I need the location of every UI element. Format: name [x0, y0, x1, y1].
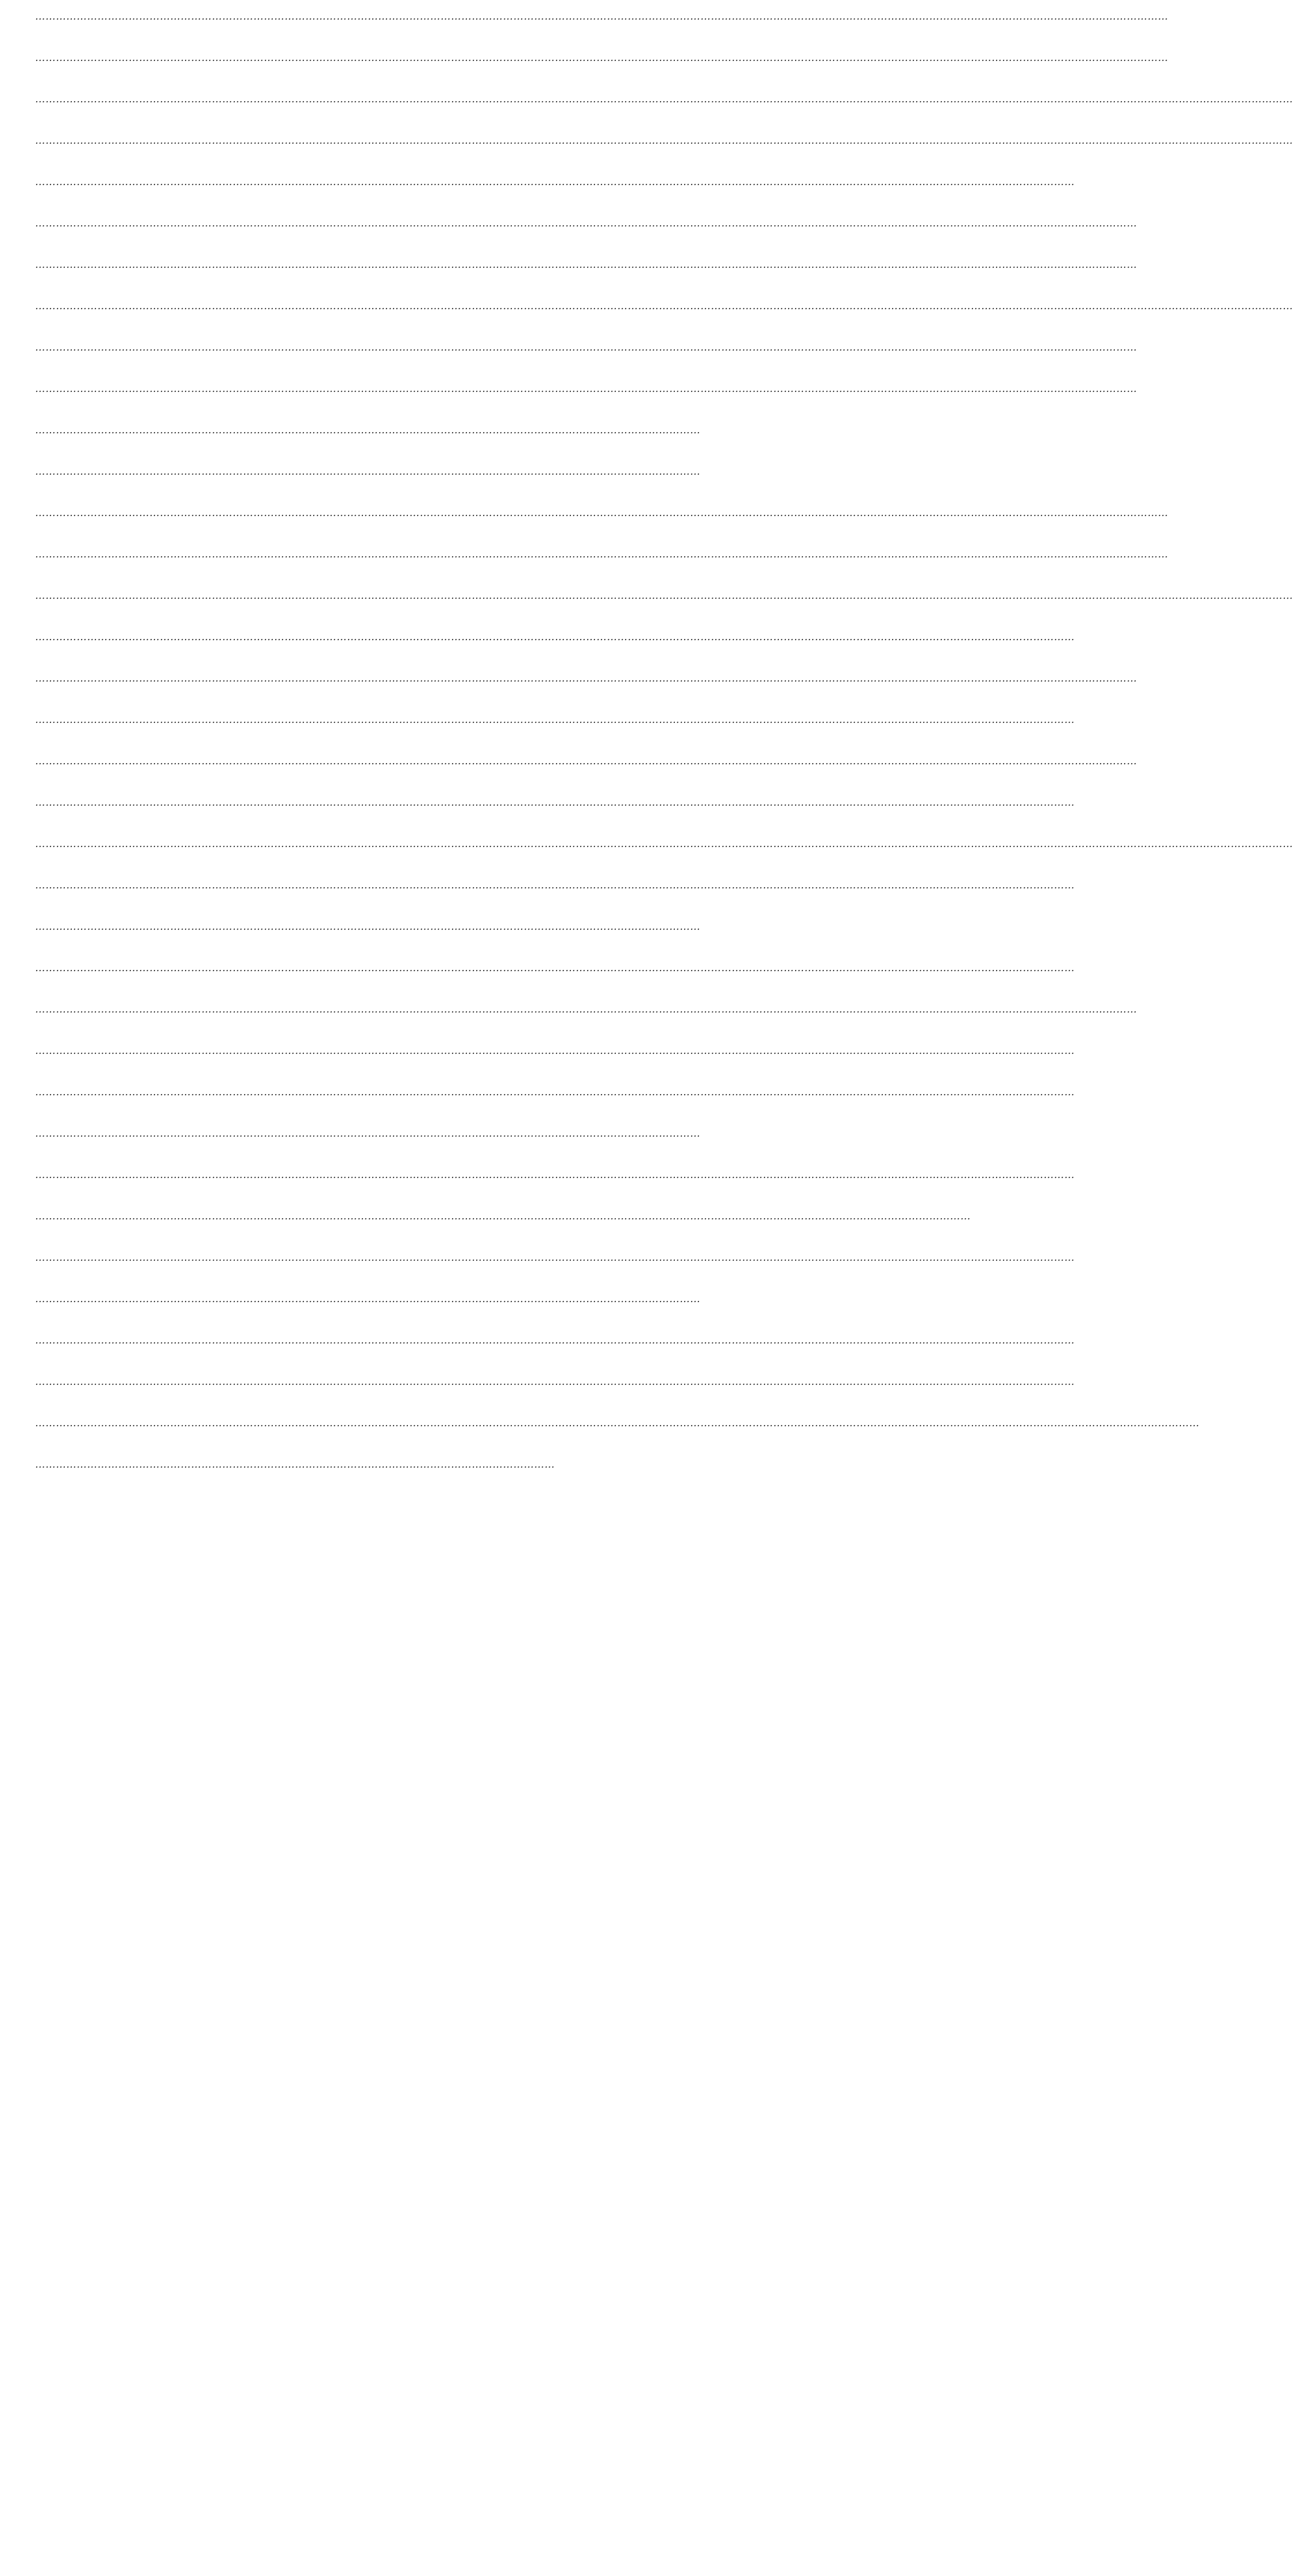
paragraph: ………………………………………………………………………………………………………………………………………………………………………………………………………………………………………………………………………………………… [35, 1004, 1137, 1015]
paragraph: ………………………………………………………………………………………………………………………………………………………………………………………………………………………………………………………………………… [35, 1045, 1075, 1057]
paragraph: ………………………………………………………………………………………………………………………………………………………………………………………………………………………………………………………………………………………… [35, 218, 1137, 229]
paragraph: …………………………………………………………………………………………………………………………………… [35, 1459, 555, 1470]
paragraph: ………………………………………………………………………………………………………………………………………………………………………………………………………………………………………………………………………………………… [35, 673, 1137, 684]
paragraph: ………………………………………………………………………………………………………………………………………………………………………………………………………………………………………………………………………………………… [35, 756, 1137, 767]
paragraph: ………………………………………………………………………………………………………………………………………………………………………………………………………………………………………………………………………… [35, 1169, 1075, 1181]
paragraph: ………………………………………………………………………………………………………………………………………………………………………………………………………………………………………………………………………… [35, 632, 1075, 643]
paragraph: ……………………………………………………………………………………………………………………………………………………………………………………………………………………………………………… [35, 1211, 971, 1222]
paragraph: ………………………………………………………………………………………………………………………………………………………………………………………………………………………………………………………………………… [35, 962, 1075, 974]
paragraph: ………………………………………………………………………………………………………………………………………………………………………… [35, 425, 701, 436]
paragraph: ………………………………………………………………………………………………………………………………………………………………………………………………………………………………………………………………………………………………………… [35, 1418, 1200, 1429]
paragraph: ………………………………………………………………………………………………………………………………………………………………………………………………………………………………………………………………………… [35, 1252, 1075, 1264]
paragraph: ………………………………………………………………………………………………………………………………………………………………………………………………………………………………………………………………………………………… [35, 342, 1137, 353]
paragraph: ………………………………………………………………………………………………………………………………………………………………………………………………………………………………………………………………………………………… [35, 259, 1137, 271]
paragraph: ………………………………………………………………………………………………………………………………………………………………………………………………………………………………………………………………………………………………………………………………… [35, 94, 1293, 105]
paragraph: ………………………………………………………………………………………………………………………………………………………………………………………………………………………………………………………………………… [35, 797, 1075, 808]
paragraph: ………………………………………………………………………………………………………………………………………………………………………………………………………………………………………………………………………… [35, 1376, 1075, 1388]
paragraph: ………………………………………………………………………………………………………………………………………………………………………………………………………………………………………………………………………… [35, 1087, 1075, 1098]
paragraph: ………………………………………………………………………………………………………………………………………………………………………………………………………………………………………………………………………………………………… [35, 507, 1168, 519]
paragraph: ………………………………………………………………………………………………………………………………………………………………………………………………………………………………………………………………………………………… [35, 383, 1137, 395]
paragraph: ………………………………………………………………………………………………………………………………………………………………………… [35, 1293, 701, 1305]
paragraph: ………………………………………………………………………………………………………………………………………………………………………………………………………………………………………………………………………… [35, 880, 1075, 891]
paragraph: ………………………………………………………………………………………………………………………………………………………………………………………………………………………………………………………………………… [35, 714, 1075, 726]
paragraph: ………………………………………………………………………………………………………………………………………………………………………………………………………………………………………………………………………… [35, 1335, 1075, 1346]
paragraph: ………………………………………………………………………………………………………………………………………………………………………………………………………………………………………………………………………………………………… [35, 52, 1168, 64]
paragraph: ………………………………………………………………………………………………………………………………………………………………………… [35, 1128, 701, 1139]
handwritten-document [15, 8, 1293, 1473]
paragraph: ………………………………………………………………………………………………………………………………………………………………………………………………………………………………………………………………………………………………………………………………… [35, 135, 1293, 147]
paragraph: ………………………………………………………………………………………………………………………………………………………………………………………………………………………………………………………………………………………………… [35, 549, 1168, 560]
paragraph: ………………………………………………………………………………………………………………………………………………………………………………………………………………………………………………………………………………………………………………………………… [35, 590, 1293, 602]
paragraph: ………………………………………………………………………………………………………………………………………………………………………… [35, 921, 701, 933]
paragraph: ………………………………………………………………………………………………………………………………………………………………………………………………………………………………………………………………………… [35, 176, 1075, 188]
paragraph: ………………………………………………………………………………………………………………………………………………………………………………………………………………………………………………………………………………………………………………………………… [35, 838, 1293, 850]
paragraph: ………………………………………………………………………………………………………………………………………………………………………………………………………………………………………………………………………………………………………………………………… [35, 301, 1293, 312]
paragraph: ………………………………………………………………………………………………………………………………………………………………………… [35, 466, 701, 478]
paragraph: ………………………………………………………………………………………………………………………………………………………………………………………………………………………………………………………………………………………………… [35, 11, 1168, 22]
